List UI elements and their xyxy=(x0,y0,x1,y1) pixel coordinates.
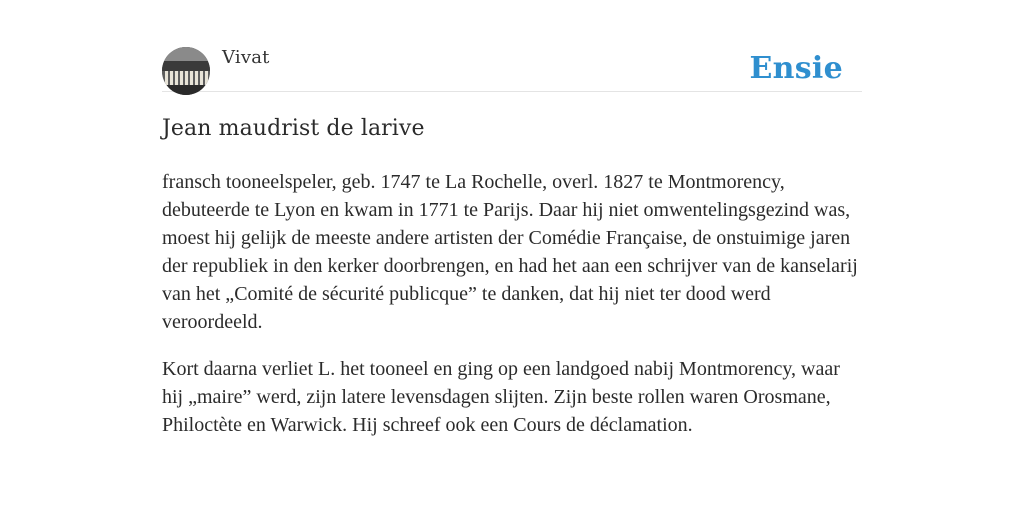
source-avatar[interactable] xyxy=(162,47,210,95)
header xyxy=(162,44,862,92)
article-paragraph: Kort daarna verliet L. het tooneel en ging op een landgoed nabij Montmorency, waar hij „maire” werd, zijn latere levensdagen slijten. Zijn beste rollen waren Orosmane, Philoctète en Warwick. Hij schreef ook een Cours de déclamation. xyxy=(162,358,840,436)
article-body xyxy=(162,168,862,458)
brand-logo[interactable]: Ensie xyxy=(749,51,843,86)
article-paragraph: fransch tooneelspeler, geb. 1747 te La Rochelle, overl. 1827 te Montmorency, debuteerde te Lyon en kwam in 1771 te Parijs. Daar hij niet omwentelingsgezind was, moest hij gelijk de meeste andere artisten der Comédie Française, de onstuimige jaren der republiek in den kerker doorbrengen, en had het aan een schrijver van de kanselarij van het „Comité de sécurité publicque” te danken, dat hij niet ter dood werd veroordeeld. xyxy=(162,171,858,333)
source-name[interactable]: Vivat xyxy=(222,47,270,68)
article-title: Jean maudrist de larive xyxy=(162,116,425,141)
typewriter-keys-icon xyxy=(162,47,210,95)
